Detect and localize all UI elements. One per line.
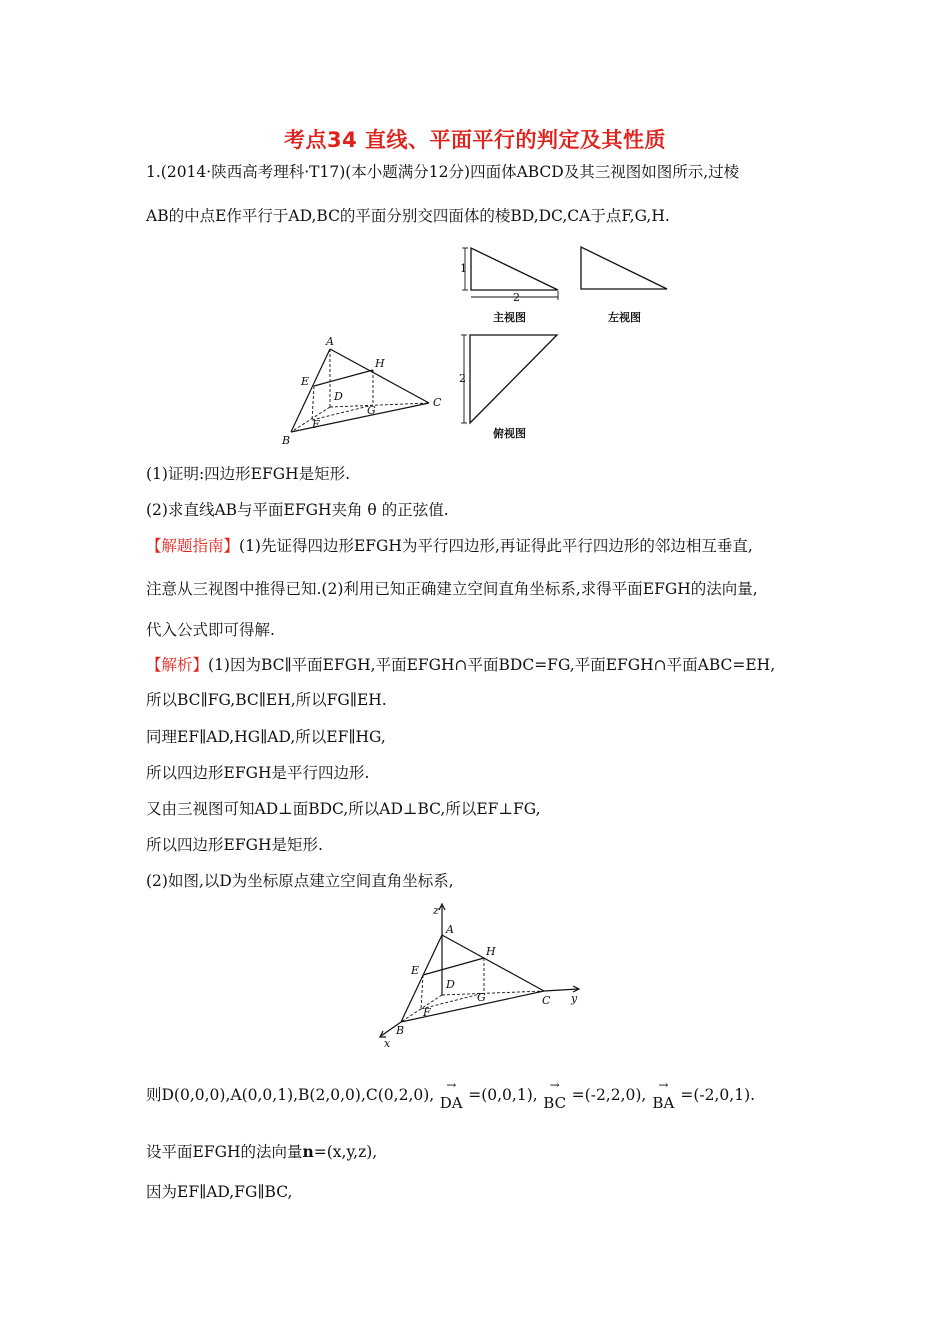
- point-c-label: C: [433, 396, 442, 409]
- top-length-label: 2: [459, 372, 466, 385]
- axis-z-label: z: [433, 904, 439, 917]
- coordinate-axes: [380, 904, 579, 1037]
- point-d-label: D: [446, 978, 455, 991]
- segment-eh: [423, 958, 484, 975]
- solution-line-3: 同理EF∥AD,HG∥AD,所以EF∥HG,: [146, 728, 386, 746]
- front-view: [462, 248, 558, 300]
- solution-text-1: (1)因为BC∥平面EFGH,平面EFGH∩平面BDC=FG,平面EFGH∩平面ABC=EH,: [208, 656, 776, 674]
- question-part-2: (2)求直线AB与平面EFGH夹角 θ 的正弦值.: [146, 501, 449, 519]
- side-view-caption: 左视图: [608, 311, 641, 324]
- point-e-label: E: [411, 964, 420, 977]
- point-h-label: H: [375, 357, 385, 370]
- side-view-triangle: [581, 247, 667, 289]
- solution-line-5: 又由三视图可知AD⊥面BDC,所以AD⊥BC,所以EF⊥FG,: [146, 800, 541, 818]
- page-title: 考点34 直线、平面平行的判定及其性质: [283, 128, 667, 152]
- vector-da-label: DA: [439, 1094, 463, 1112]
- segment-ef: [312, 386, 314, 420]
- point-b-label: B: [396, 1024, 405, 1037]
- solution-coordinates-line: [146, 1078, 755, 1112]
- solution-line-4: 所以四边形EFGH是平行四边形.: [146, 764, 370, 782]
- guide-line-3: 代入公式即可得解.: [146, 621, 275, 639]
- axis-y-label: y: [571, 992, 578, 1005]
- point-g-label: G: [367, 404, 376, 417]
- top-view-caption: 俯视图: [493, 427, 526, 440]
- vector-ba-label: BA: [652, 1094, 675, 1112]
- vector-da: [434, 1078, 468, 1112]
- y-axis: [544, 989, 578, 991]
- figure-coordinate-system: [370, 898, 590, 1050]
- front-height-label: 1: [460, 262, 467, 275]
- guide-line-1: [146, 536, 753, 556]
- solution-normal-line: [146, 1142, 377, 1162]
- guide-line-2: 注意从三视图中推得已知.(2)利用已知正确建立空间直角坐标系,求得平面EFGH的法向量,: [146, 580, 758, 598]
- top-view-triangle: [470, 335, 557, 423]
- front-width-label: 2: [513, 291, 520, 304]
- solution-tag: 【解析】: [146, 656, 209, 674]
- point-c-label: C: [542, 994, 551, 1007]
- point-g-label: G: [477, 991, 486, 1004]
- solution-line-6: 所以四边形EFGH是矩形.: [146, 836, 323, 854]
- problem-line-2: AB的中点E作平行于AD,BC的平面分别交四面体的棱BD,DC,CA于点F,G,H.: [146, 207, 670, 225]
- guide-tag: 【解题指南】: [146, 537, 240, 555]
- point-h-label: H: [486, 945, 496, 958]
- axis-x-label: x: [384, 1037, 391, 1050]
- front-view-triangle: [471, 248, 558, 290]
- edge-ac: [442, 935, 544, 991]
- point-a-label: A: [326, 335, 334, 348]
- top-view: [461, 335, 557, 423]
- point-b-label: B: [282, 434, 291, 447]
- solution-last-line: 因为EF∥AD,FG∥BC,: [146, 1183, 293, 1201]
- guide-text-1: (1)先证得四边形EFGH为平行四边形,再证得此平行四边形的邻边相互垂直,: [239, 537, 753, 555]
- normal-suffix: =(x,y,z),: [313, 1143, 378, 1161]
- normal-vector-symbol: n: [302, 1142, 314, 1161]
- vector-arrow: →: [549, 1078, 560, 1092]
- point-f-label: F: [312, 418, 320, 431]
- vector-ba-value: =(-2,0,1).: [680, 1086, 756, 1104]
- solution-line-1: [146, 655, 775, 675]
- edge-ab: [291, 349, 330, 432]
- point-a-label: A: [446, 923, 454, 936]
- problem-line-1: 1.(2014·陕西高考理科·T17)(本小题满分12分)四面体ABCD及其三视图如图所示,过棱: [146, 163, 740, 181]
- front-view-caption: 主视图: [493, 311, 526, 324]
- figure-tetrahedron-three-views: [270, 238, 690, 453]
- solution-line-2: 所以BC∥FG,BC∥EH,所以FG∥EH.: [146, 691, 387, 709]
- segment-eh: [314, 370, 373, 386]
- vector-bc: [538, 1078, 572, 1112]
- question-part-1: (1)证明:四边形EFGH是矩形.: [146, 465, 351, 483]
- coordinates-text: 则D(0,0,0),A(0,0,1),B(2,0,0),C(0,2,0),: [146, 1086, 435, 1104]
- vector-arrow: →: [446, 1078, 457, 1092]
- vector-bc-value: =(-2,2,0),: [571, 1086, 647, 1104]
- vector-da-value: =(0,0,1),: [468, 1086, 538, 1104]
- vector-bc-label: BC: [543, 1094, 567, 1112]
- point-e-label: E: [301, 375, 310, 388]
- vector-arrow: →: [658, 1078, 669, 1092]
- point-d-label: D: [334, 390, 343, 403]
- point-f-label: F: [423, 1006, 431, 1019]
- vector-ba: [646, 1078, 680, 1112]
- normal-prefix: 设平面EFGH的法向量: [146, 1143, 303, 1161]
- solution-line-7: (2)如图,以D为坐标原点建立空间直角坐标系,: [146, 872, 454, 890]
